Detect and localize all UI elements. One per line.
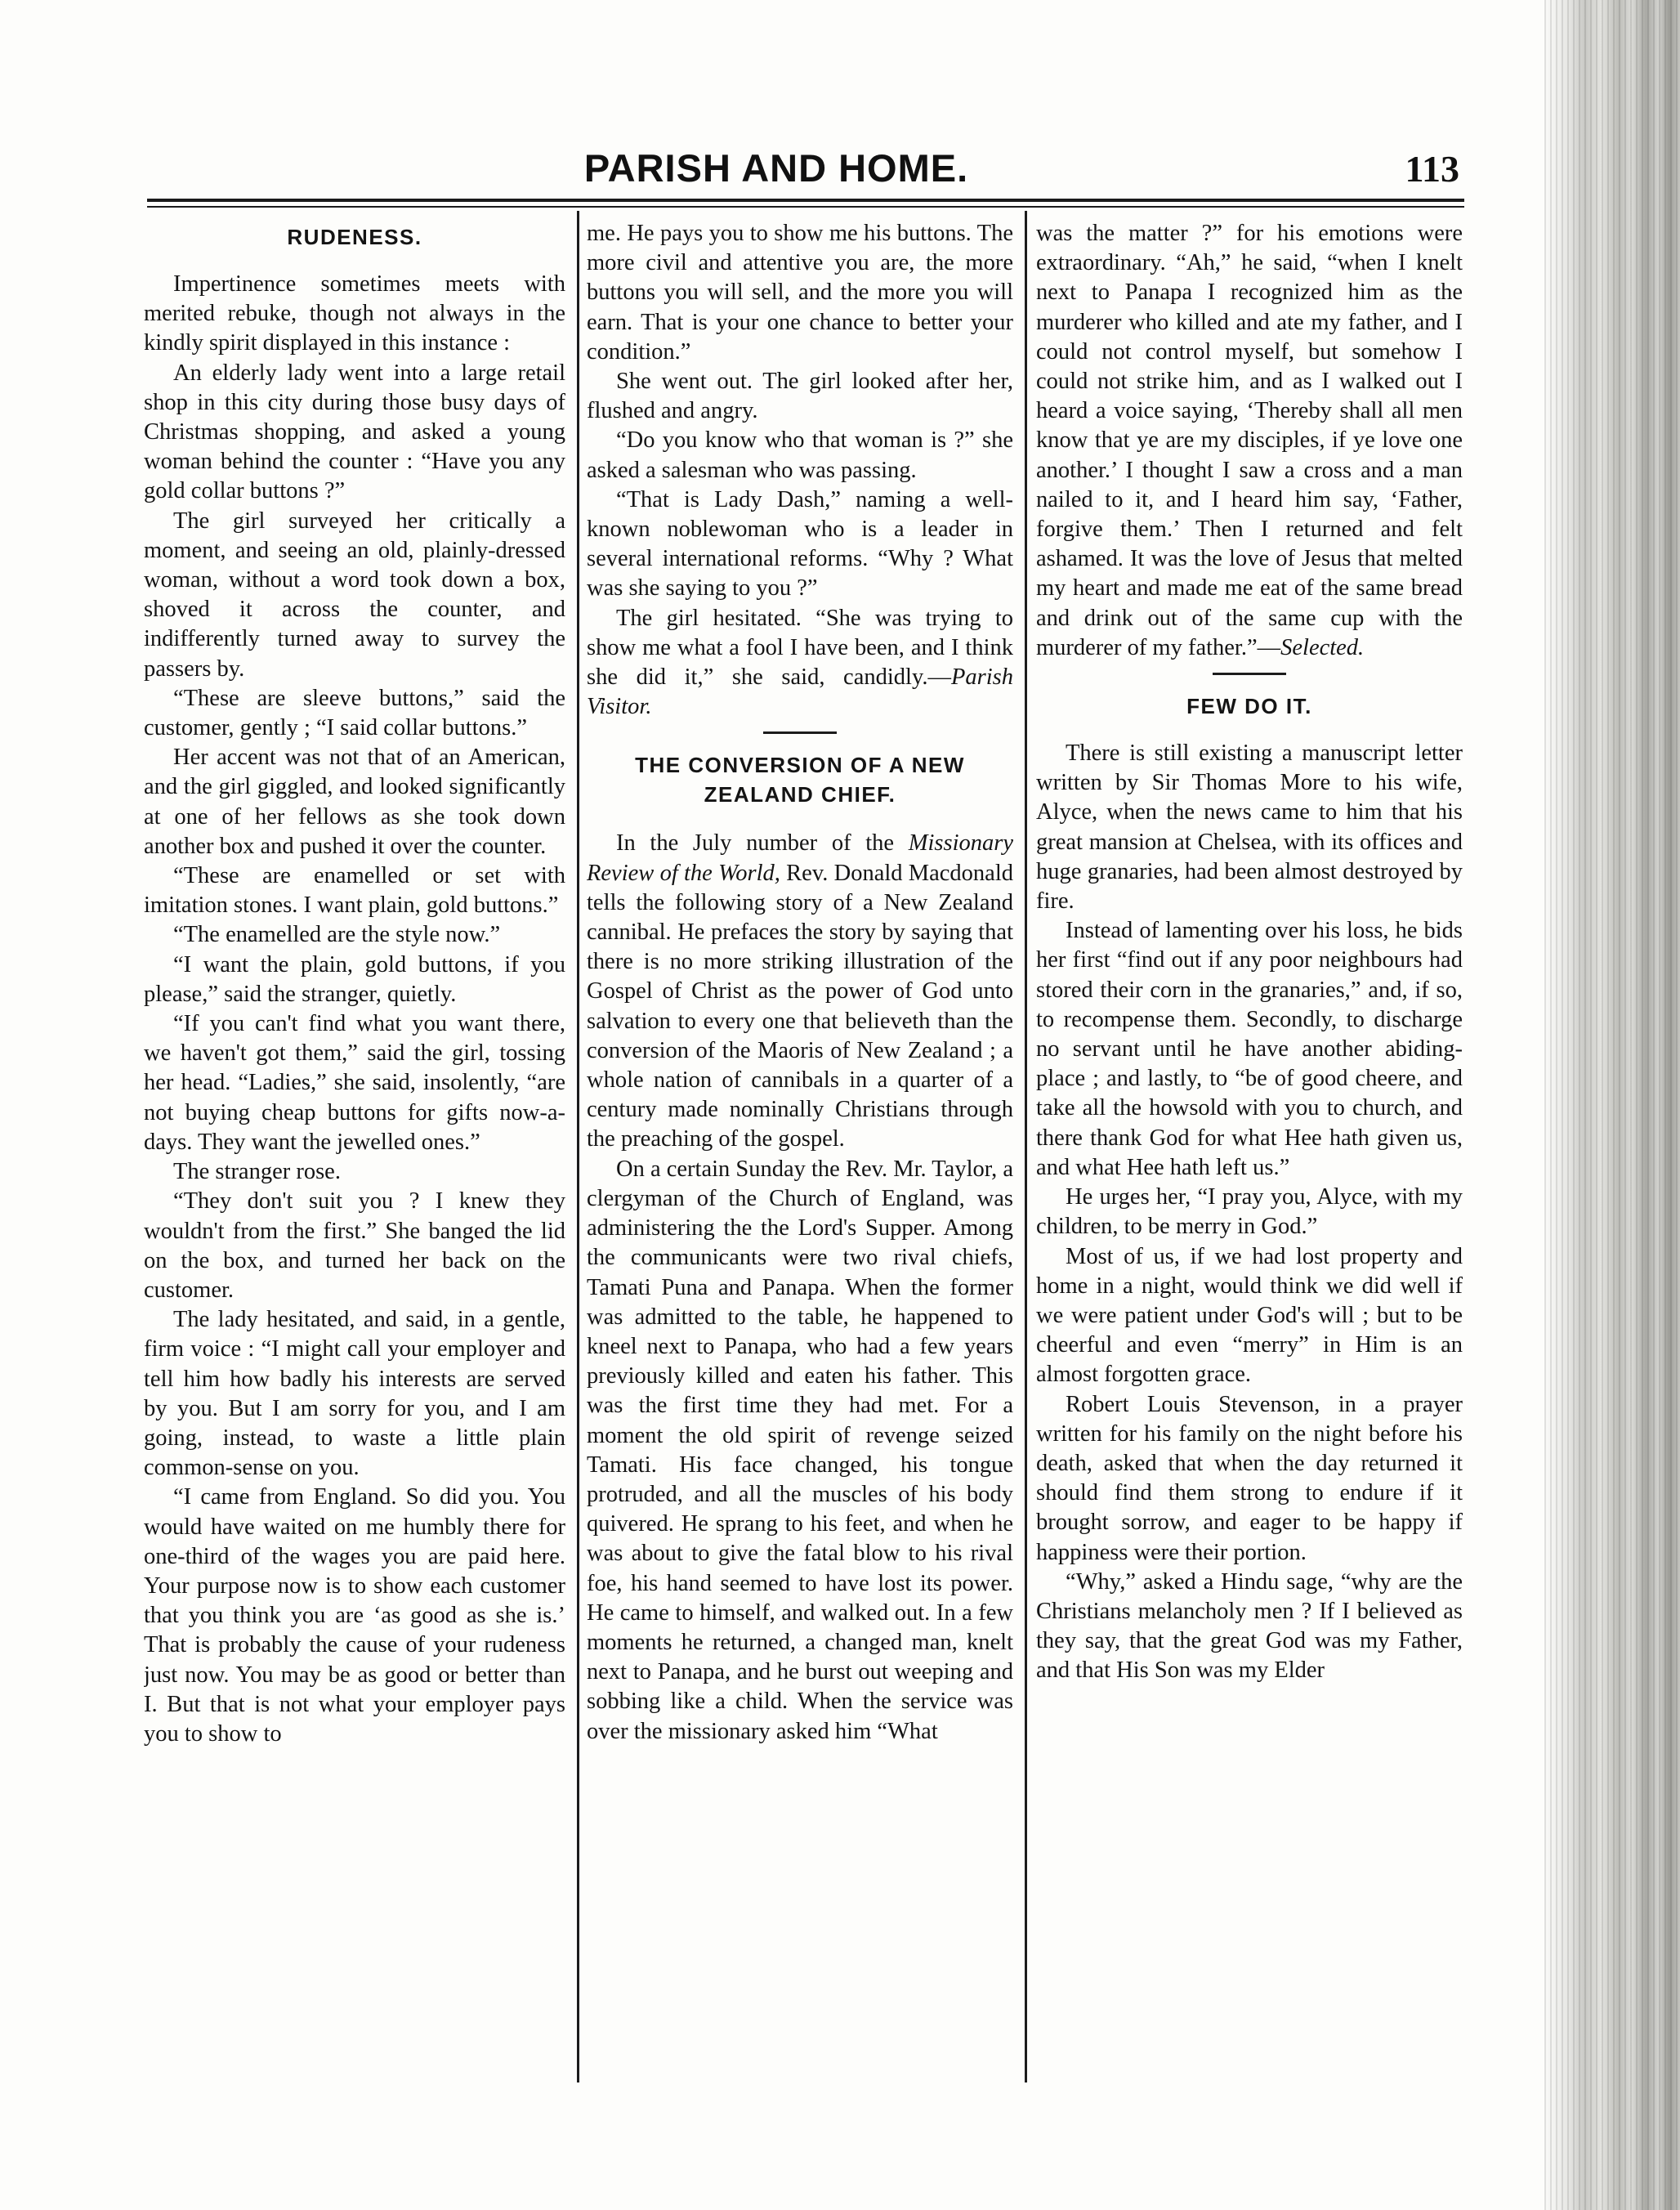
paragraph: Impertinence sometimes meets with merited rebuke, though not always in the kindly spirit displayed in this instance : xyxy=(144,271,565,356)
running-header-title: PARISH AND HOME. xyxy=(583,146,969,190)
column-divider xyxy=(1025,211,1027,2082)
paragraph: There is still existing a manuscript letter written by Sir Thomas More to his wife, Alyce, when the news came to him that his great mansion at Chelsea, with its offices and huge granaries, had been almost destroyed by fire. xyxy=(1036,740,1463,915)
paragraph: “Do you know who that woman is ?” she asked a salesman who was passing. xyxy=(587,427,1013,483)
source-credit: Parish Visitor. xyxy=(587,664,1013,720)
paragraph-text: The girl hesitated. “She was trying to show me what a fool I have been, and I think she did it,” she said, candidly.— xyxy=(587,605,1013,691)
header-rule-thin xyxy=(147,206,1464,208)
paragraph: Robert Louis Stevenson, in a prayer written for his family on the night before his death, asked that when the day returned it should find them strong to endure if it brought sorrow, and eager to be happy if happiness were their portion. xyxy=(1036,1391,1463,1565)
paragraph: “I want the plain, gold buttons, if you please,” said the stranger, quietly. xyxy=(144,951,565,1007)
paragraph: Her accent was not that of an American, and the girl giggled, and looked significantly at one of her fellows as she took down another box and pushed it over the counter. xyxy=(144,745,565,859)
paragraph: “These are enamelled or set with imitation stones. I want plain, gold buttons.” xyxy=(144,863,565,919)
section-divider xyxy=(763,731,837,734)
article-heading-rudeness: RUDENESS. xyxy=(287,225,422,249)
paragraph-text: was the matter ?” for his emotions were extraordinary. “Ah,” he said, “when I knelt next to Panapa I recognized him as the murderer who killed and ate my father, and I could not control myself, but somehow I could not strike him, and as I walked out I heard a voice saying, ‘Thereby shall all men know that ye are my disciples, if ye love one another.’ I thought I saw a cross and a man nailed to it, and I heard him say, ‘Father, forgive them.’ Then I returned and felt ashamed. It was the love of Jesus that melted my heart and made me eat of the same bread and drink out of the same cup with the murderer of my father.”— xyxy=(1036,221,1463,660)
paragraph: “I came from England. So did you. You would have waited on me humbly there for one-third of the wages you are paid here. Your purpose now is to show each customer that you think you are ‘as good as she is.’ That is probably the cause of your rudeness just now. You may be as good or better than I. But that is not what your employer pays you to show to xyxy=(144,1484,565,1747)
publication-title: Missionary Review of the World, xyxy=(587,830,1013,886)
paragraph: “That is Lady Dash,” naming a well-known noblewoman who is a leader in several international reforms. “Why ? What was she saying to you ?” xyxy=(587,486,1013,602)
paragraph: She went out. The girl looked after her, flushed and angry. xyxy=(587,369,1013,424)
page-binding-edge xyxy=(1544,0,1680,2210)
section-divider xyxy=(1213,673,1286,675)
paragraph: “Why,” asked a Hindu sage, “why are the Christians melancholy men ? If I believed as they say, that the great God was my Father, and that His Son was my Elder xyxy=(1036,1568,1463,1684)
article-heading-few-do-it: FEW DO IT. xyxy=(1186,694,1312,719)
header-rule xyxy=(147,199,1464,202)
text-column-1 xyxy=(144,219,565,2082)
paragraph: “If you can't find what you want there, we haven't got them,” said the girl, tossing her head. “Ladies,” she said, insolently, “are not buying cheap buttons for gifts now-a-days. They want the jewelled ones.” xyxy=(144,1011,565,1155)
text-column-2 xyxy=(587,219,1013,2082)
paragraph: “They don't suit you ? I knew they wouldn't from the first.” She banged the lid on the box, and turned her back on the customer. xyxy=(144,1188,565,1303)
paragraph-text: Rev. Donald Macdonald tells the following story of a New Zealand cannibal. He prefaces the story by saying that there is no more striking illustration of the Gospel of Christ as the power of God unto salvation to every one that believeth than the conversion of the Maoris of New Zealand ; a whole nation of cannibals in a quarter of a century made nominally Christians through the preaching of the gospel. xyxy=(587,860,1013,1152)
paragraph-continued xyxy=(1036,219,1463,663)
page-number: 113 xyxy=(1405,148,1459,190)
paragraph: The stranger rose. xyxy=(173,1159,341,1185)
column-divider xyxy=(577,211,579,2082)
paragraph: The girl surveyed her critically a moment, and seeing an old, plainly-dressed woman, without a word took down a box, shoved it across the counter, and indifferently turned away to survey the passers by. xyxy=(144,508,565,682)
paragraph: The lady hesitated, and said, in a gentle, firm voice : “I might call your employer and tell him how badly his interests are served by you. But I am sorry for you, and I am going, instead, to waste a little plain common-sense on you. xyxy=(144,1307,565,1481)
paragraph-text: In the July number of the xyxy=(616,830,909,857)
paragraph: “These are sleeve buttons,” said the customer, gently ; “I said collar buttons.” xyxy=(144,685,565,741)
paragraph xyxy=(587,604,1013,722)
paragraph: On a certain Sunday the Rev. Mr. Taylor, a clergyman of the Church of England, was administering the the Lord's Supper. Among the communicants were two rival chiefs, Tamati Puna and Panapa. When the former was admitted to the table, he happened to kneel next to Panapa, who had a few years previously killed and eaten his father. This was the first time they had met. For a moment the old spirit of revenge seized Tamati. His face changed, his tongue protruded, and all the muscles of his body quivered. He sprang to his feet, and when he was about to give the fatal blow to his rival foe, his hand seemed to have lost its power. He came to himself, and walked out. In a few moments he returned, a changed man, knelt next to Panapa, and he burst out weeping and sobbing like a child. When the service was over the missionary asked him “What xyxy=(587,1156,1013,1744)
paragraph: Instead of lamenting over his loss, he bids her first “find out if any poor neighbours had stored their corn in the granaries,” and, if so, to recompense them. Secondly, to discharge no servant until he have another abiding-place ; and lastly, to “be of good cheere, and take all the howsold with you to church, and there thank God for what Hee hath given us, and what Hee hath left us.” xyxy=(1036,918,1463,1180)
text-column-3 xyxy=(1036,219,1463,2082)
article-heading-conversion: THE CONVERSION OF A NEW ZEALAND CHIEF. xyxy=(635,753,965,808)
paragraph: Most of us, if we had lost property and home in a night, would think we did well if we were patient under God's will ; but to be cheerful and even “merry” in Him is an almost forgotten grace. xyxy=(1036,1243,1463,1388)
paragraph xyxy=(587,829,1013,1154)
paragraph: An elderly lady went into a large retail shop in this city during those busy days of Christmas shopping, and asked a young woman behind the counter : “Have you any gold collar buttons ?” xyxy=(144,360,565,504)
paragraph-continued: me. He pays you to show me his buttons. The more civil and attentive you are, the more buttons you will sell, and the more you will earn. That is your one chance to better your condition.” xyxy=(587,221,1013,365)
source-credit: Selected. xyxy=(1280,634,1365,660)
paragraph: He urges her, “I pray you, Alyce, with my children, to be merry in God.” xyxy=(1036,1184,1463,1240)
paragraph: “The enamelled are the style now.” xyxy=(173,922,501,948)
